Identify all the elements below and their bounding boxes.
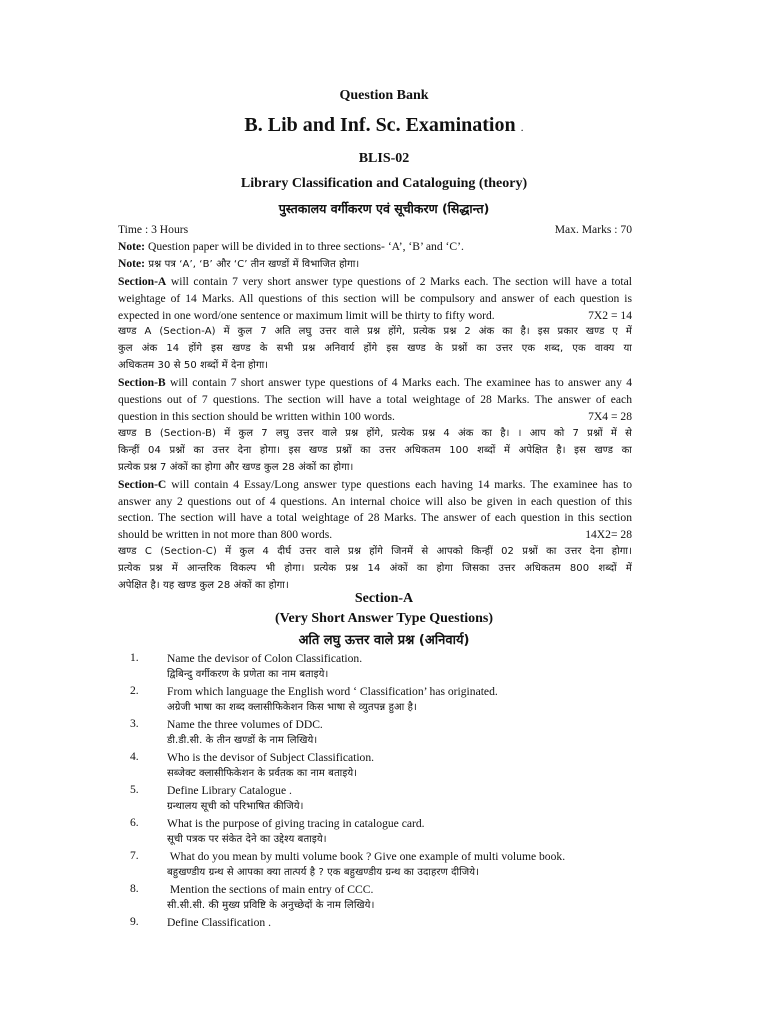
question-item (130, 750, 650, 783)
question-english: Name the three volumes of DDC. (167, 718, 323, 731)
section-b-label: Section-B (118, 376, 166, 390)
question-english: Define Classification . (167, 916, 271, 929)
section-a-desc-line: weightage of 14 Marks. All questions of this section will be compulsory and answer of each question is (118, 291, 632, 305)
question-item (130, 915, 650, 948)
section-b-desc-line: questions out of 7 questions. The section will have a total weightage of 28 Marks. The answer of each (118, 393, 632, 407)
question-number: 2. (130, 684, 139, 697)
exam-title-dot: . (520, 120, 524, 134)
section-b-marks: 7X4 = 28 (588, 409, 632, 423)
note-english (118, 239, 632, 256)
paper-code: BLIS-02 (358, 151, 410, 166)
question-number: 9. (130, 915, 139, 928)
section-a-label: Section-A (118, 274, 167, 288)
exam-title-text: B. Lib and Inf. Sc. Examination (244, 114, 516, 136)
question-hindi: डी.डी.सी. के तीन खण्डों के नाम लिखिये। (167, 735, 318, 746)
note-label: Note: (118, 239, 146, 253)
question-item (130, 783, 650, 816)
question-number: 1. (130, 651, 139, 664)
question-hindi: ग्रन्थालय सूची को परिभाषित कीजिये। (167, 801, 304, 812)
question-hindi: सूची पत्रक पर संकेत देने का उद्देश्य बताइये। (167, 834, 327, 845)
section-c-desc-line: should be written in not more than 800 words. 14X2= 28 (118, 527, 632, 544)
section-b-desc-line: Section-B will contain 7 short answer type questions of 4 Marks each. The examinee has to answer any 4 (118, 376, 632, 390)
max-marks: Max. Marks : 70 (554, 223, 632, 236)
section-c-desc-line: Section-C will contain 4 Essay/Long answer type questions each having 14 marks. The examinee has to (118, 477, 632, 491)
time-allowed: Time : 3 Hours (118, 223, 189, 236)
question-hindi: बहुखण्डीय ग्रन्थ से आपका क्या तात्पर्य है ? एक बहुखण्डीय ग्रन्थ का उदाहरण दीजिये। (167, 867, 480, 878)
question-english: Who is the devisor of Subject Classification. (167, 751, 375, 764)
question-item (130, 882, 650, 915)
section-a-hindi-line: खण्ड A (Section-A) में कुल 7 अति लघु उत्तर वाले प्रश्न होंगे, प्रत्येक प्रश्न 2 अंक का है। इस प्रकार खण्ड ए में (118, 326, 632, 338)
section-c-label: Section-C (118, 477, 167, 491)
section-c-hindi-line: प्रत्येक प्रश्न में आन्तरिक विकल्प भी होगा। प्रत्येक प्रश्न 14 अंकों का होगा जिसका उत्तर अधिकतम 800 शब्दों में (118, 563, 632, 575)
section-b-hindi-line: प्रत्येक प्रश्न 7 अंकों का होगा और खण्ड कुल 28 अंकों का होगा। (118, 461, 354, 473)
doc-label: Question Bank (339, 88, 429, 103)
section-c-desc-line: answer any 2 questions out of 4 questions. An internal choice will also be given in each question of this (118, 494, 632, 508)
section-c-desc-line: section. The section will have a total weightage of 28 Marks. The answer of each question in this section (118, 511, 632, 525)
question-item (130, 816, 650, 849)
question-english: Mention the sections of main entry of CCC. (167, 883, 374, 896)
instructions (118, 222, 632, 595)
question-number: 5. (130, 783, 139, 796)
note-text: Question paper will be divided in to three sections- ‘A’, ‘B’ and ‘C’. (145, 239, 464, 253)
section-a-heading: Section-A (354, 591, 414, 606)
note-text-hindi: प्रश्न पत्र ‘A’, ‘B’ और ‘C’ तीन खण्डों में विभाजित होगा। (145, 258, 360, 270)
question-english: What do you mean by multi volume book ? Give one example of multi volume book. (167, 850, 566, 863)
question-english: What is the purpose of giving tracing in catalogue card. (167, 817, 425, 830)
section-c-marks: 14X2= 28 (585, 528, 632, 542)
section-a-hindi-line: कुल अंक 14 होंगे इस खण्ड के सभी प्रश्न अनिवार्य होंगे इस खण्ड के प्रश्नों का उत्तर एक शब्द, एक वाक्य या (118, 343, 632, 355)
section-a-subheading: (Very Short Answer Type Questions) (274, 611, 494, 626)
section-a-desc-line: expected in one word/one sentence or maximum limit will be thirty to fifty word. 7X2 = 14 (118, 308, 632, 325)
question-number: 3. (130, 717, 139, 730)
meta-row (118, 222, 632, 239)
question-item (130, 651, 650, 684)
question-english: Define Library Catalogue . (167, 784, 292, 797)
section-a-subheading-hindi: अति लघु ऊत्तर वाले प्रश्न (अनिवार्य) (298, 633, 470, 648)
note-hindi (118, 256, 632, 274)
question-english: Name the devisor of Colon Classification. (167, 652, 363, 665)
section-b-hindi-line: खण्ड B (Section-B) में कुल 7 लघु उत्तर वाले प्रश्न होंगे, प्रत्येक प्रश्न 4 अंक का है। । आप को 7 प्रश्नों में से (118, 427, 632, 439)
question-number: 8. (130, 882, 139, 895)
question-english: From which language the English word ‘ Classification’ has originated. (167, 685, 498, 698)
paper-subject-hindi: पुस्तकालय वर्गीकरण एवं सूचीकरण (सिद्धान्त) (278, 201, 490, 216)
section-b-hindi-line: किन्हीं 04 प्रश्नों का उत्तर देना होगा। इस खण्ड प्रश्नों का उत्तर अधिकतम 100 शब्दों में अपेक्षित है। इस खण्ड का (118, 444, 632, 456)
section-c-hindi-line: खण्ड C (Section-C) में कुल 4 दीर्घ उत्तर वाले प्रश्न होंगे जिनमें से आपको किन्हीं 02 प्रश्नों का उत्तर देना होगा। (118, 546, 632, 558)
paper-subject: Library Classification and Cataloguing (theory) (240, 176, 528, 191)
question-item (130, 849, 650, 882)
section-b-desc-line: question in this section should be written within 100 words. 7X4 = 28 (118, 409, 632, 426)
question-number: 7. (130, 849, 139, 862)
question-hindi: द्विबिन्दु वर्गीकरण के प्रणेता का नाम बताइये। (167, 669, 329, 680)
note-label-hindi: Note: (118, 256, 146, 270)
exam-title (0, 114, 768, 137)
question-number: 6. (130, 816, 139, 829)
question-item (130, 684, 650, 717)
question-hindi: अग्रेजी भाषा का शब्द क्लासीफिकेशन किस भाषा से व्युतपन्न हुआ है। (167, 702, 417, 713)
question-list (130, 651, 650, 948)
question-hindi: सब्जेक्ट क्लासीफिकेशन के प्रर्वतक का नाम बताइये। (167, 768, 358, 779)
section-c-hindi-line: अपेक्षित है। यह खण्ड कुल 28 अंकों का होगा। (118, 580, 289, 592)
section-a-marks: 7X2 = 14 (588, 308, 632, 322)
question-hindi: सी.सी.सी. की मुख्य प्रविष्टि के अनुच्छेदों के नाम लिखिये। (167, 900, 375, 911)
question-number: 4. (130, 750, 139, 763)
section-a-desc-line: Section-A will contain 7 very short answer type questions of 2 Marks each. The section will have a total (118, 274, 632, 288)
section-a-hindi-line: अधिकतम 30 से 50 शब्दों में देना होगा। (118, 360, 269, 372)
question-item (130, 717, 650, 750)
